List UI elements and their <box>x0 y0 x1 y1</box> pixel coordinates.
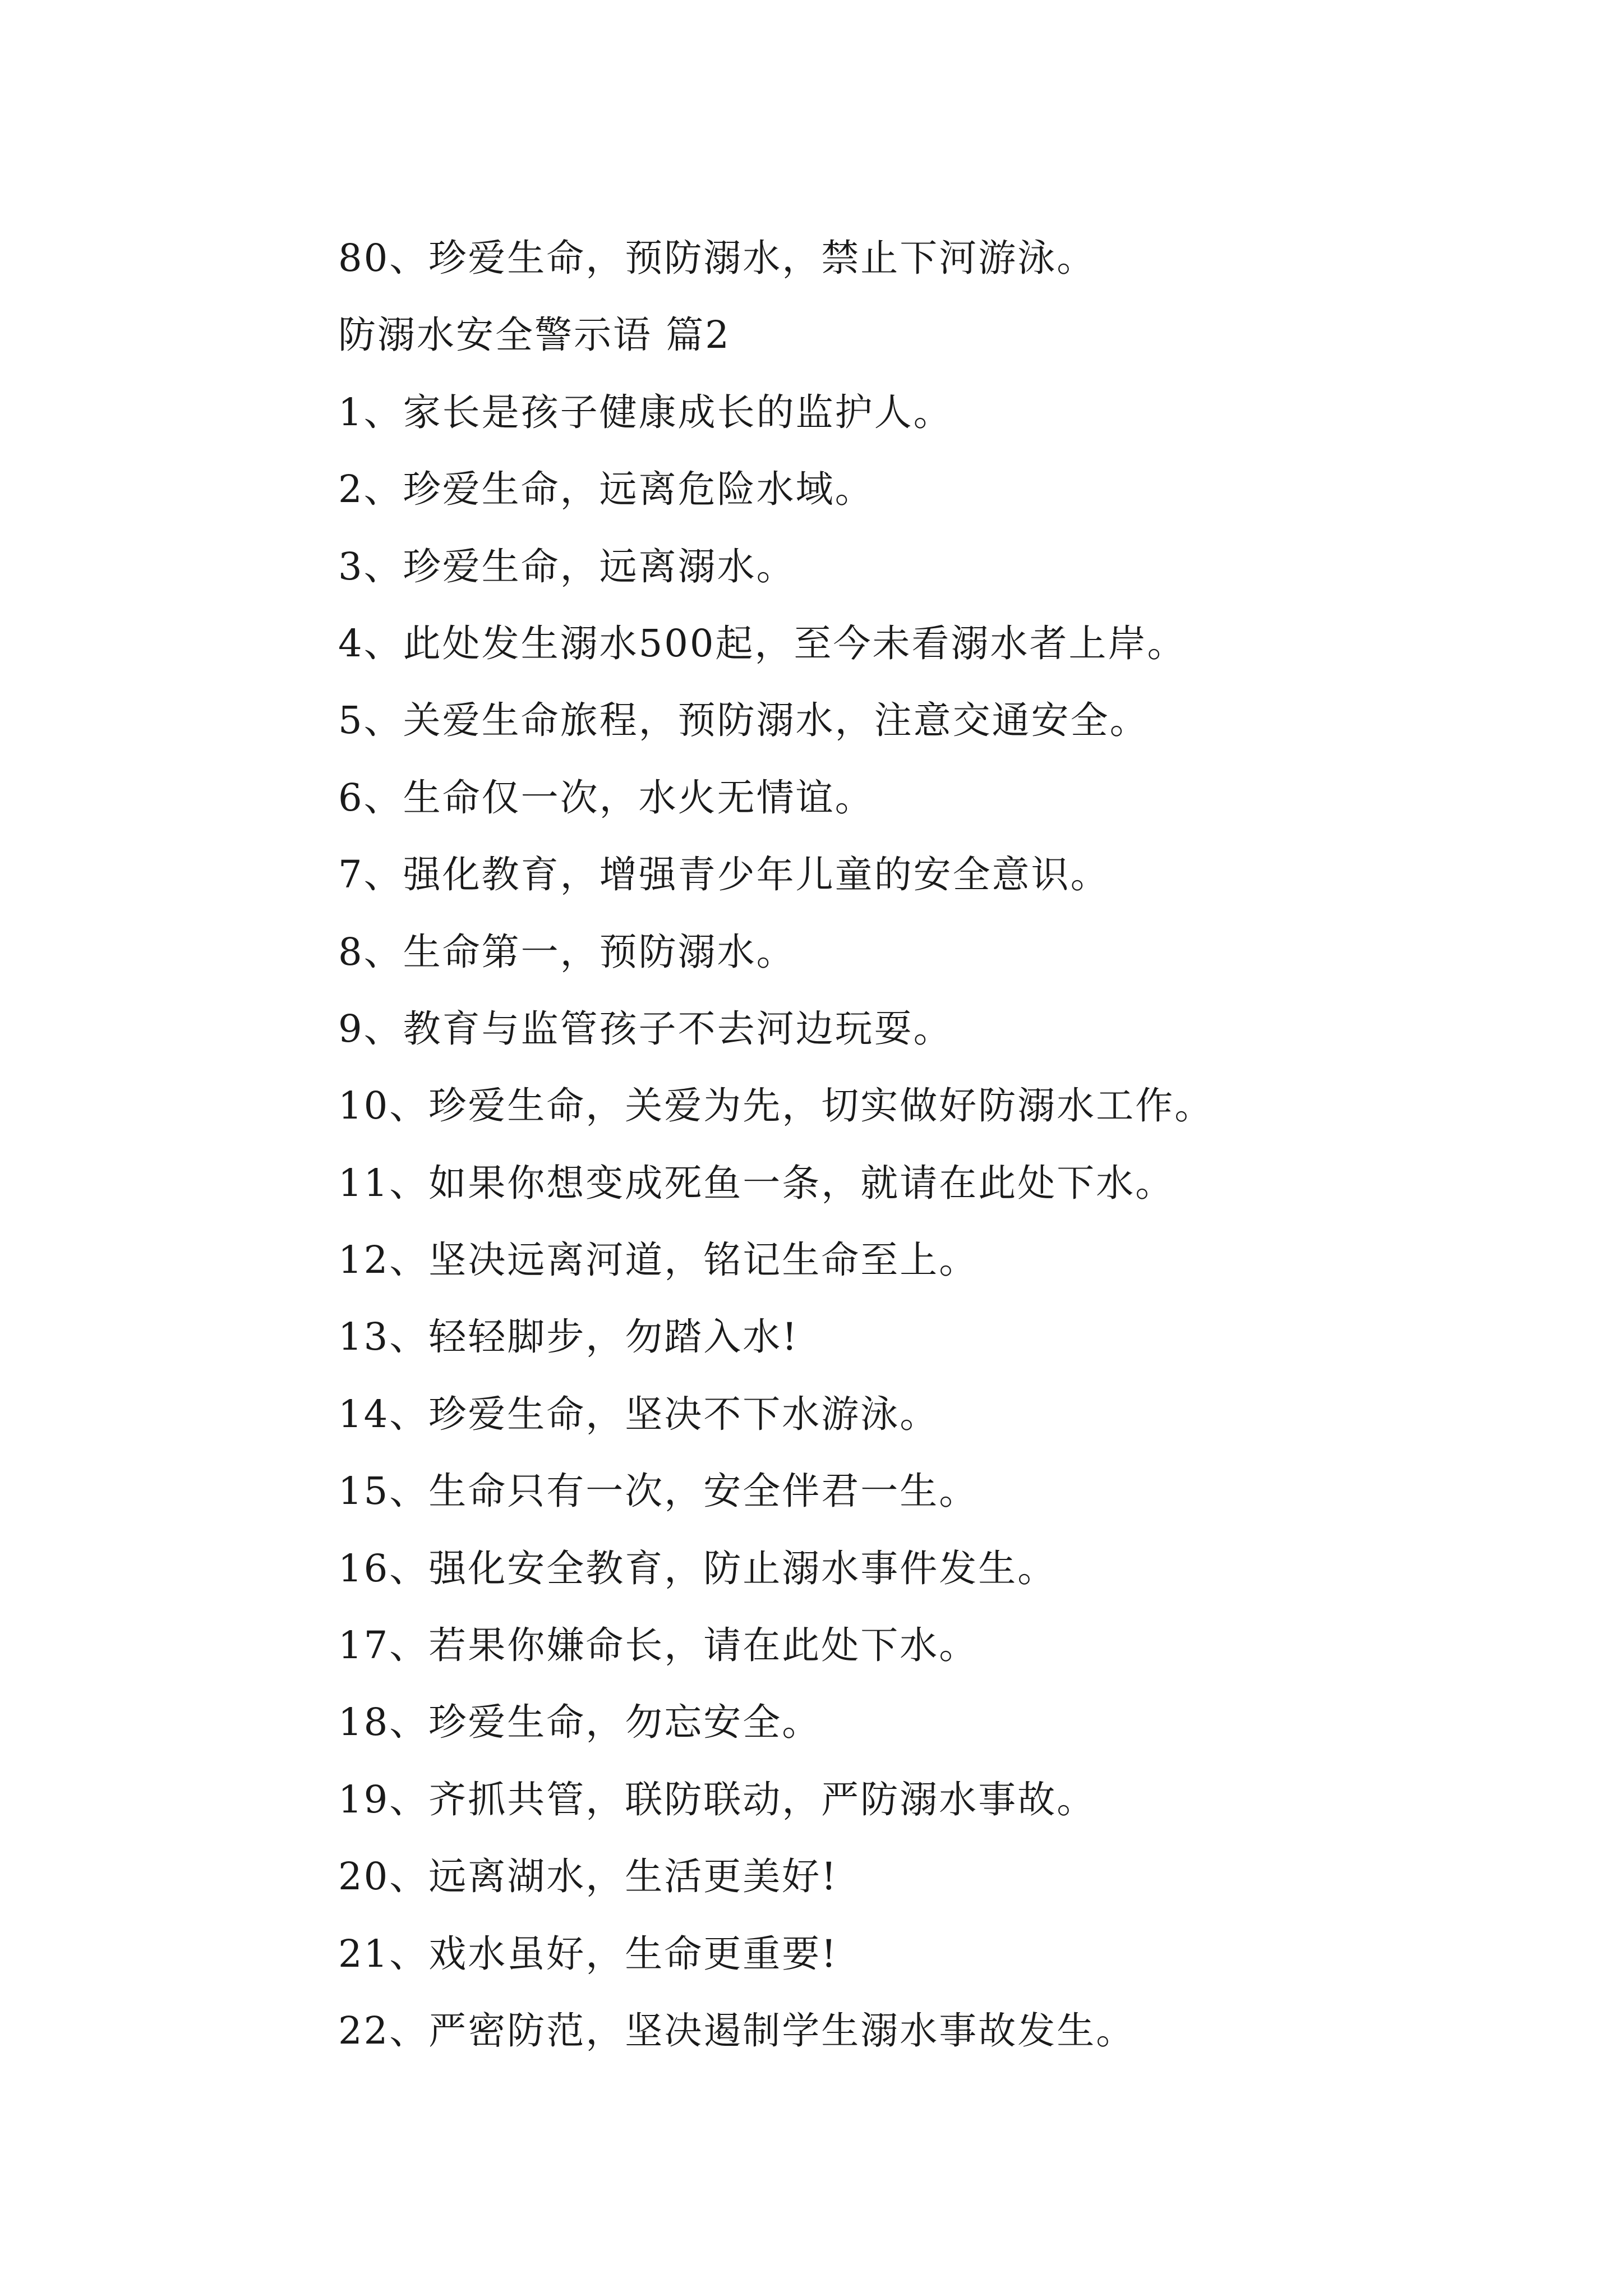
list-item: 7、强化教育，增强青少年儿童的安全意识。 <box>338 853 1110 897</box>
list-item: 22、严密防范，坚决遏制学生溺水事故发生。 <box>338 2008 1136 2053</box>
list-item: 4、此处发生溺水500起，至今未看溺水者上岸。 <box>338 621 1187 665</box>
list-item: 8、生命第一，预防溺水。 <box>338 930 796 974</box>
list-item-80: 80、珍爱生命，预防溺水，禁止下河游泳。 <box>338 236 1096 280</box>
list-item: 3、珍爱生命，远离溺水。 <box>338 544 796 588</box>
list-item: 1、家长是孩子健康成长的监护人。 <box>338 390 953 434</box>
list-item: 10、珍爱生命，关爱为先，切实做好防溺水工作。 <box>338 1084 1214 1128</box>
list-item: 2、珍爱生命，远离危险水域。 <box>338 467 874 512</box>
list-item: 15、生命只有一次，安全伴君一生。 <box>338 1469 979 1513</box>
list-item: 11、如果你想变成死鱼一条，就请在此处下水。 <box>338 1161 1175 1205</box>
list-item: 19、齐抓共管，联防联动，严防溺水事故。 <box>338 1777 1096 1821</box>
list-item: 6、生命仅一次，水火无情谊。 <box>338 775 874 820</box>
list-item: 18、珍爱生命，勿忘安全。 <box>338 1700 822 1745</box>
list-item: 21、戏水虽好，生命更重要! <box>338 1931 838 1976</box>
list-item: 20、远离湖水，生活更美好! <box>338 1855 838 1899</box>
list-item: 13、轻轻脚步，勿踏入水! <box>338 1315 799 1359</box>
section-heading: 防溺水安全警示语 篇2 <box>338 313 731 357</box>
list-item: 5、关爱生命旅程，预防溺水，注意交通安全。 <box>338 698 1149 743</box>
list-item: 16、强化安全教育，防止溺水事件发生。 <box>338 1546 1057 1590</box>
document-body <box>338 220 1488 2069</box>
list-item: 12、坚决远离河道，铭记生命至上。 <box>338 1238 979 1282</box>
list-item: 14、珍爱生命，坚决不下水游泳。 <box>338 1392 939 1436</box>
list-item: 17、若果你嫌命长，请在此处下水。 <box>338 1623 979 1668</box>
list-item: 9、教育与监管孩子不去河边玩耍。 <box>338 1006 953 1051</box>
